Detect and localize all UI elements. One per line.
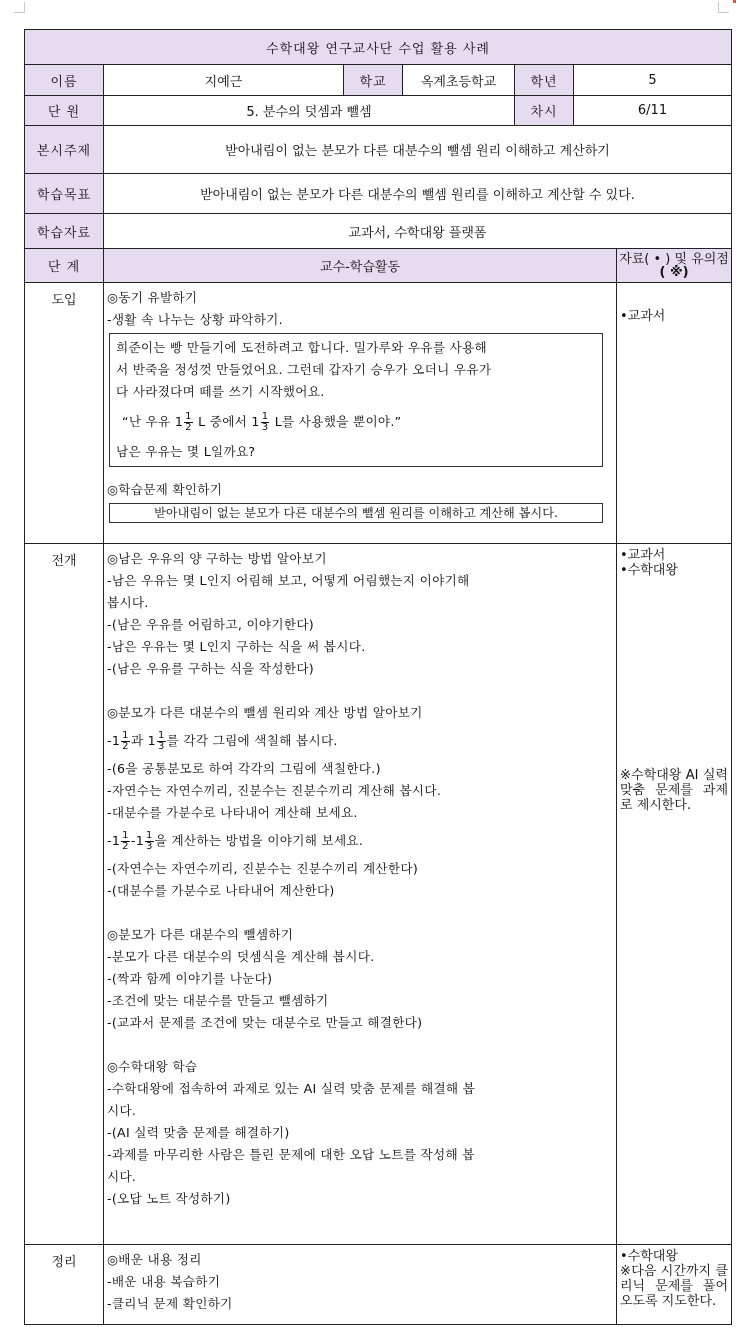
topic-value: 받아내림이 없는 분모가 다른 대분수의 뺄셈 원리 이해하고 계산하기 — [104, 126, 732, 174]
activity-line-fraction: -1 $\frac{1}{2}$ -1 $\frac{1}{3}$ 을 계산하는 방법을 이야기해 보세요. — [107, 830, 364, 852]
resources-header-line1: 자료( • ) 및 유의점 — [619, 251, 729, 267]
intro-resources — [617, 283, 732, 544]
goal-label: 학습목표 — [25, 174, 104, 214]
resource-note: ※수학대왕 AI 실력 맞춤 문제를 과제로 제시한다. — [620, 768, 729, 813]
section-heading: ◎분모가 다른 대분수의 뺄셈 원리와 계산 방법 알아보기 — [107, 705, 423, 720]
activity-line: 시다. — [107, 1169, 137, 1184]
activity-line: -자연수는 자연수끼리, 진분수는 진분수끼리 계산해 봅시다. — [107, 783, 442, 798]
unit-label: 단 원 — [25, 96, 104, 126]
activity-line: -남은 우유는 몇 L인지 구하는 식을 써 봅시다. — [107, 639, 366, 654]
fraction: $\frac{1}{2}$ — [122, 730, 129, 752]
activity-line: -(대분수를 가분수로 나타내어 계산한다) — [107, 883, 335, 898]
document-title: 수학대왕 연구교사단 수업 활용 사례 — [25, 30, 732, 65]
problem-heading: ◎학습문제 확인하기 — [107, 482, 223, 497]
section-heading: ◎수학대왕 학습 — [107, 1059, 198, 1074]
development-activity — [104, 544, 617, 1245]
activity-line: -(오답 노트 작성하기) — [107, 1191, 231, 1206]
problem-box: 받아내림이 없는 분모가 다른 대분수의 뺄셈 원리를 이해하고 계산해 봅시다. — [109, 503, 603, 523]
activity-line: -분모가 다른 대분수의 덧셈식을 계산해 봅시다. — [107, 949, 375, 964]
intro-activity — [104, 283, 617, 544]
activity-line: -(자연수는 자연수끼리, 진분수는 진분수끼리 계산한다) — [107, 861, 419, 876]
fraction: $\frac{1}{3}$ — [157, 730, 165, 752]
wrapup-resources — [617, 1245, 732, 1325]
school-value: 옥계초등학교 — [403, 65, 515, 96]
activity-line: -대분수를 가분수로 나타내어 계산해 보세요. — [107, 805, 358, 820]
lesson-plan-table — [24, 29, 732, 1325]
name-value: 지예근 — [104, 65, 344, 96]
activity-line: -(남은 우유를 구하는 식을 작성한다) — [107, 661, 315, 676]
goal-value: 받아내림이 없는 분모가 다른 대분수의 뺄셈 원리를 이해하고 계산할 수 있다. — [104, 174, 732, 214]
material-label: 학습자료 — [25, 214, 104, 249]
page-corner-mark — [14, 2, 25, 13]
activity-line: -남은 우유는 몇 L인지 어림해 보고, 어떻게 어림했는지 이야기해 — [107, 573, 470, 588]
story-quote: “난 우유 1 $\frac{1}{2}$ L 중에서 1 $\frac{1}{3}$ L를 사용했을 뿐이야.” — [122, 411, 402, 433]
story-line: 희준이는 빵 만들기에 도전하려고 합니다. 밀가루와 우유를 사용해 — [116, 340, 487, 355]
wrapup-stage-label: 정리 — [25, 1245, 104, 1325]
activity-line: -수학대왕에 접속하여 과제로 있는 AI 실력 맞춤 문제를 해결해 봅 — [107, 1081, 476, 1096]
section-heading: ◎남은 우유의 양 구하는 방법 알아보기 — [107, 551, 327, 566]
activity-line: -(짝과 함께 이야기를 나눈다) — [107, 971, 273, 986]
name-label: 이름 — [25, 65, 104, 96]
session-value: 6/11 — [574, 96, 732, 126]
fraction: $\frac{1}{2}$ — [122, 830, 129, 852]
story-question: 남은 우유는 몇 L일까요? — [116, 444, 256, 459]
page-corner-mark — [718, 2, 729, 13]
page-edge-marker — [733, 0, 736, 3]
wrapup-activity — [104, 1245, 617, 1325]
topic-label: 본시주제 — [25, 126, 104, 174]
activity-line: -배운 내용 복습하기 — [107, 1274, 221, 1289]
situation-line: -생활 속 나누는 상황 파악하기. — [107, 312, 283, 327]
material-value: 교과서, 수학대왕 플랫폼 — [104, 214, 732, 249]
activity-line: -조건에 맞는 대분수를 만들고 뺄셈하기 — [107, 993, 329, 1008]
motivation-heading: ◎동기 유발하기 — [107, 290, 198, 305]
activity-column-header: 교수-학습활동 — [104, 249, 617, 283]
story-box — [109, 333, 603, 467]
activity-line: -과제를 마무리한 사람은 틀린 문제에 대한 오답 노트를 작성해 봅 — [107, 1147, 475, 1162]
stage-column-header: 단 계 — [25, 249, 104, 283]
story-line: 서 반죽을 정성껏 만들었어요. 그런데 갑자기 승우가 오더니 우유가 — [116, 362, 492, 377]
activity-line: -(교과서 문제를 조건에 맞는 대분수로 만들고 해결한다) — [107, 1015, 423, 1030]
intro-stage-label: 도입 — [25, 283, 104, 544]
activity-line: -(남은 우유를 어림하고, 이야기한다) — [107, 617, 315, 632]
fraction: $\frac{1}{2}$ — [185, 411, 192, 433]
session-label: 차시 — [515, 96, 574, 126]
grade-value: 5 — [574, 65, 732, 96]
section-heading: ◎배운 내용 정리 — [107, 1252, 202, 1267]
activity-line: 봅시다. — [107, 595, 149, 610]
activity-line: -클리닉 문제 확인하기 — [107, 1296, 233, 1311]
school-label: 학교 — [344, 65, 403, 96]
resource-item: •교과서 — [620, 548, 666, 563]
resource-item: •수학대왕 — [620, 563, 678, 578]
activity-line: -(AI 실력 맞춤 문제를 해결하기) — [107, 1125, 290, 1140]
resource-item: •교과서 — [620, 309, 666, 324]
resource-note: ※다음 시간까지 클리닉 문제를 풀어오도록 지도한다. — [620, 1264, 729, 1309]
section-heading: ◎분모가 다른 대분수의 뺄셈하기 — [107, 927, 294, 942]
fraction: $\frac{1}{3}$ — [146, 830, 153, 852]
grade-label: 학년 — [515, 65, 574, 96]
story-line: 다 사라졌다며 떼를 쓰기 시작했어요. — [116, 384, 325, 399]
activity-line-fraction: -1 $\frac{1}{2}$ 과 1 $\frac{1}{3}$ 를 각각 그림에 색칠해 봅시다. — [107, 730, 338, 752]
resources-column-header — [617, 249, 732, 283]
unit-value: 5. 분수의 덧셈과 뺄셈 — [104, 96, 515, 126]
resources-header-line2: ( ※) — [659, 264, 689, 280]
activity-line: -(6을 공통분모로 하여 각각의 그림에 색칠한다.) — [107, 761, 381, 776]
development-resources — [617, 544, 732, 1245]
resource-item: •수학대왕 — [620, 1249, 678, 1264]
activity-line: 시다. — [107, 1103, 137, 1118]
fraction: $\frac{1}{3}$ — [261, 411, 269, 433]
development-stage-label: 전개 — [25, 544, 104, 1245]
